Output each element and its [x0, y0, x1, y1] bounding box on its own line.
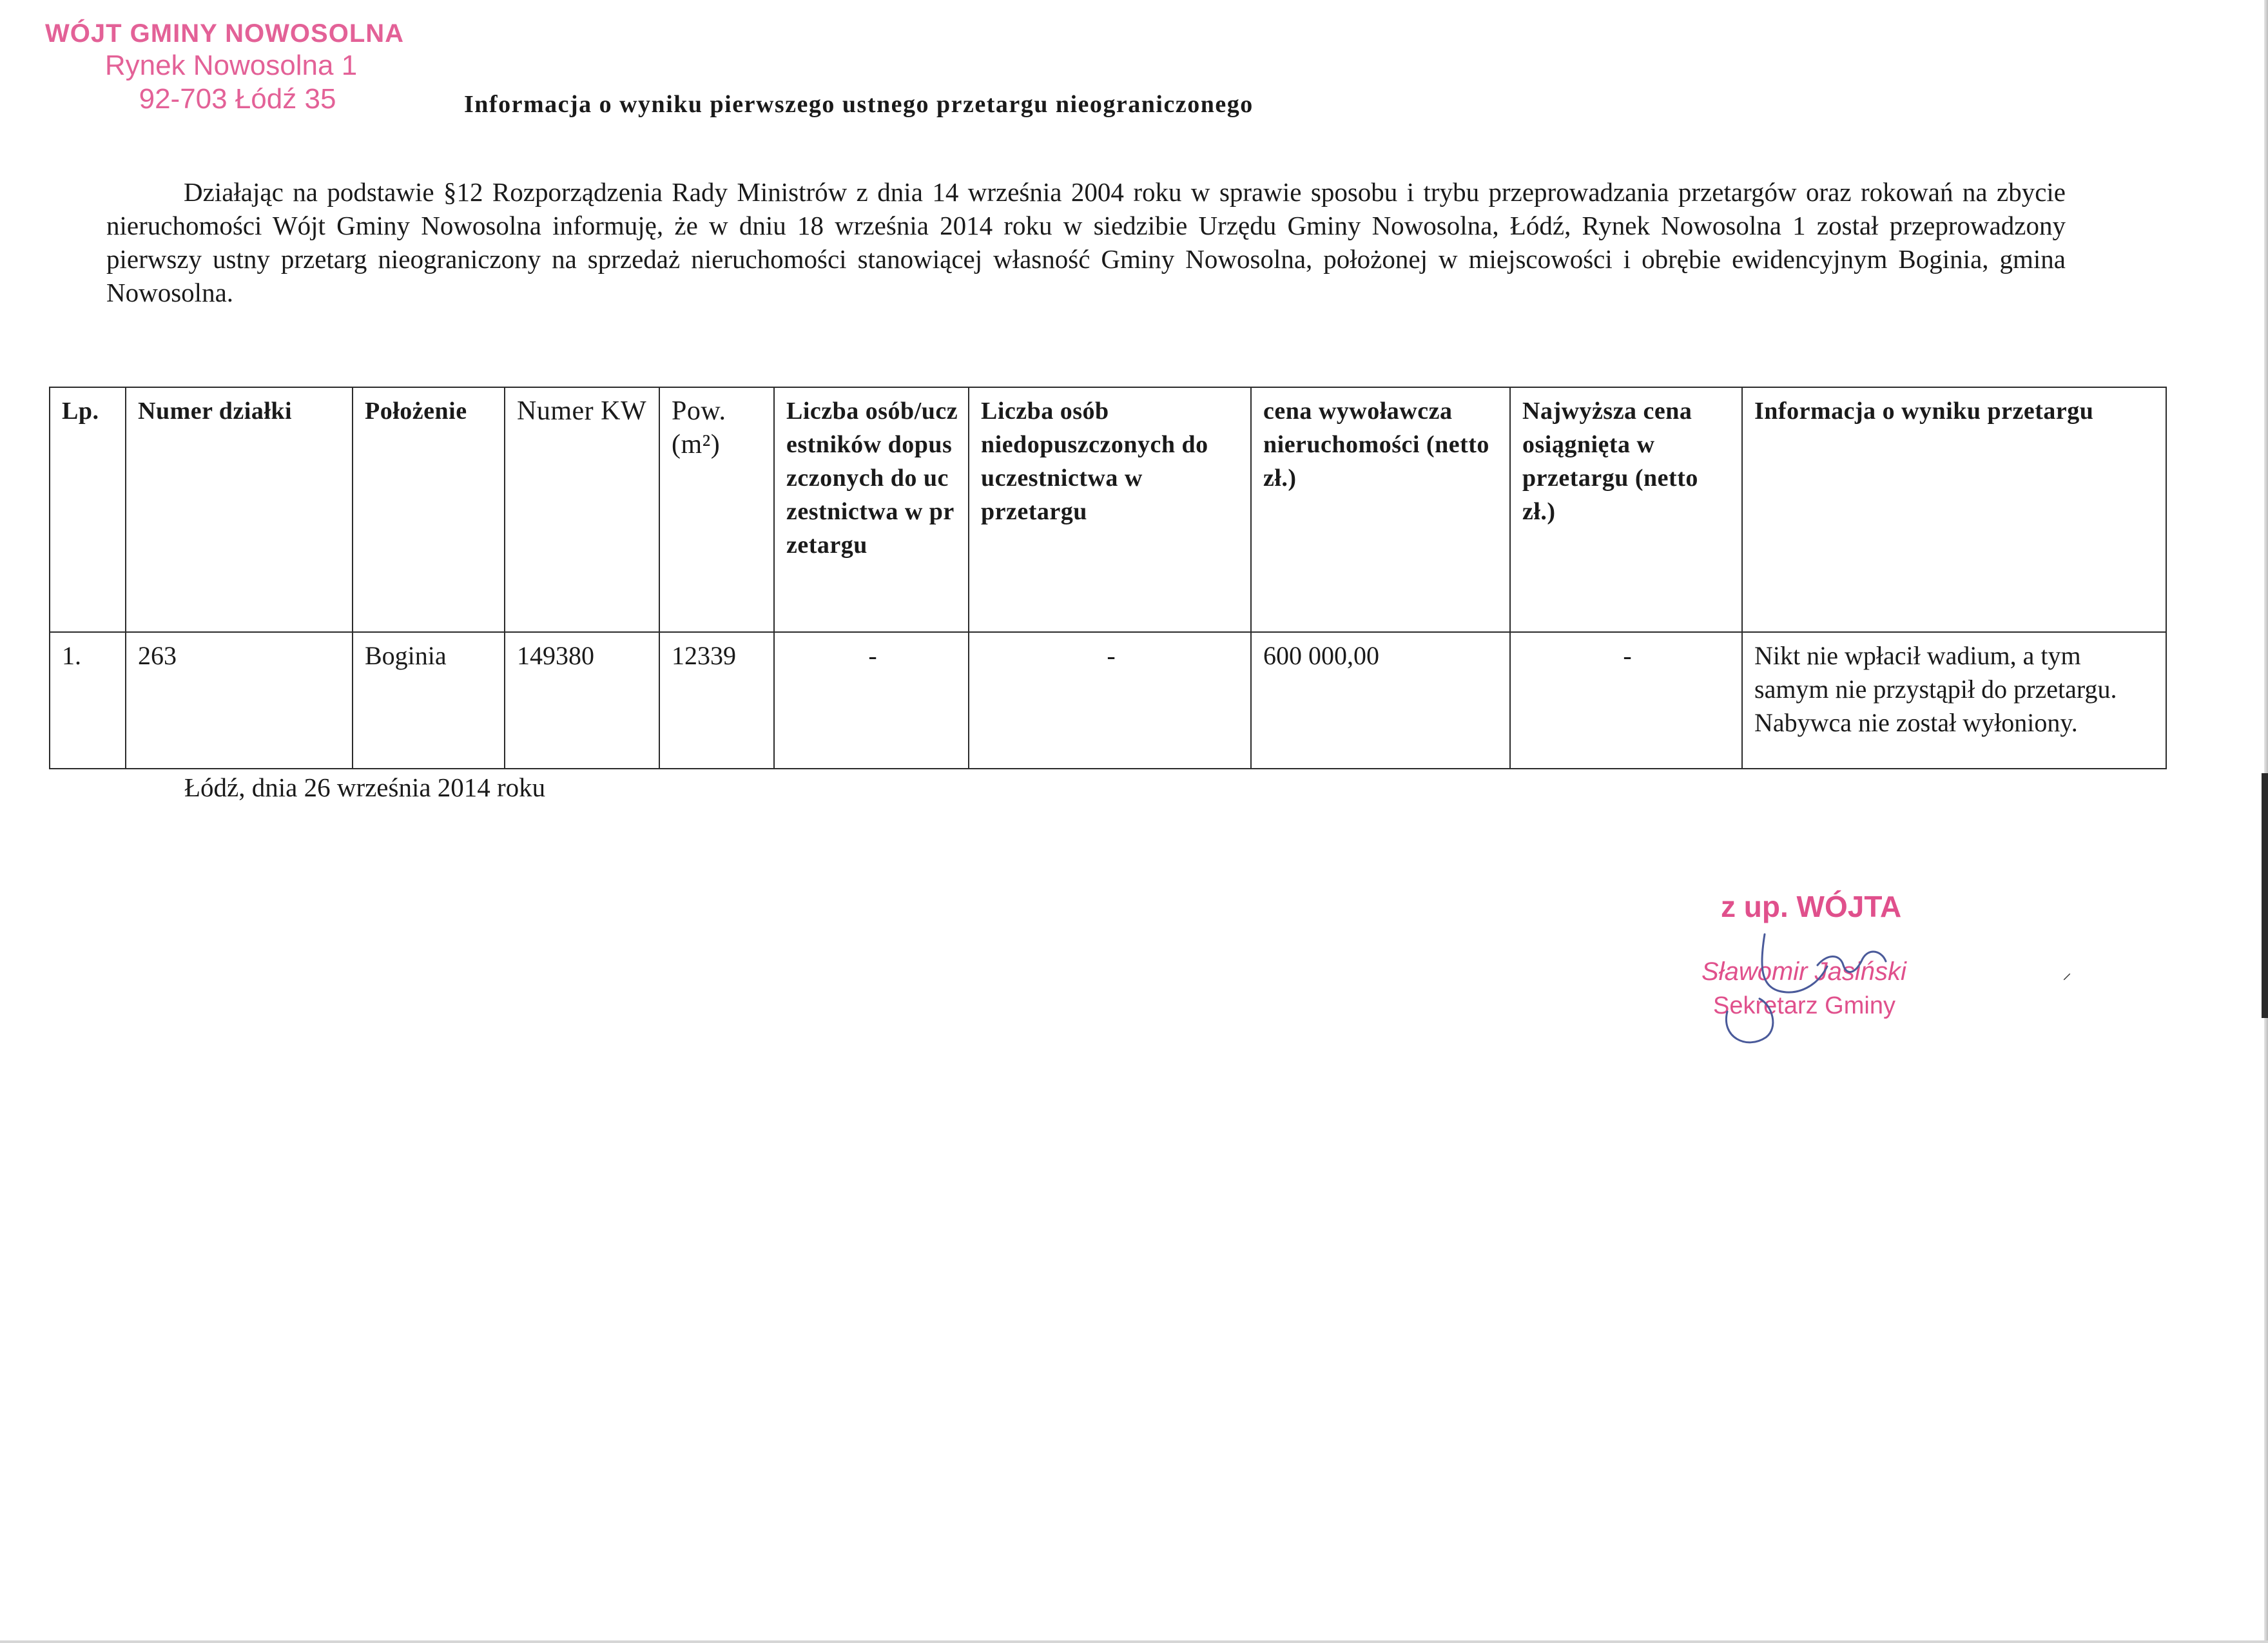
cell-informacja-line2: Nabywca nie został wyłoniony.: [1754, 708, 2078, 737]
header-pow: Pow. (m²): [659, 387, 774, 632]
cell-pow: 12339: [659, 632, 774, 769]
header-numer-dzialki: Numer działki: [126, 387, 353, 632]
signature-stamp-line1: z up. WÓJTA: [1721, 890, 1902, 923]
header-lp: Lp.: [50, 387, 126, 632]
place-and-date: Łódź, dnia 26 września 2014 roku: [184, 773, 546, 802]
cell-numer-dzialki: 263: [126, 632, 353, 769]
cell-polozenie: Boginia: [353, 632, 505, 769]
scan-bottom-edge: [0, 1640, 2268, 1643]
office-stamp-line1: WÓJT GMINY NOWOSOLNA: [45, 19, 405, 48]
cell-dopuszczeni: -: [774, 632, 969, 769]
header-najwyzsza-cena: Najwyższa cena osiągnięta w przetargu (netto zł.): [1510, 387, 1742, 632]
table-row: [50, 632, 2166, 769]
office-stamp-line2: Rynek Nowosolna 1: [104, 50, 358, 81]
office-stamp: [45, 18, 404, 116]
cell-numer-kw: 149380: [505, 632, 659, 769]
signature-stamp-line2: Sławomir Jasiński: [1701, 957, 1906, 986]
header-cena-wywolawcza: cena wywoławcza nieruchomości (netto zł.): [1251, 387, 1510, 632]
signature-stamp-line3: Sekretarz Gminy: [1713, 992, 1895, 1019]
scan-speck: ⸝: [2062, 962, 2072, 983]
header-dopuszczeni: Liczba osób/uczestników dopuszczonych do uczestnictwa w przetargu: [774, 387, 969, 632]
cell-niedopuszczeni: -: [969, 632, 1251, 769]
cell-informacja: [1742, 632, 2166, 769]
scan-edge-shadow: [2262, 773, 2268, 1018]
cell-lp: 1.: [50, 632, 126, 769]
cell-najwyzsza-cena: -: [1510, 632, 1742, 769]
signature-stamp: [1689, 889, 1959, 1057]
header-polozenie: Położenie: [353, 387, 505, 632]
cell-informacja-line1: Nikt nie wpłacił wadium, a tym samym nie przystąpił do przetargu.: [1754, 641, 2117, 704]
handwritten-signature-icon: [1689, 889, 1959, 1057]
header-informacja: Informacja o wyniku przetargu: [1742, 387, 2166, 632]
cell-cena-wywolawcza: 600 000,00: [1251, 632, 1510, 769]
header-numer-kw: Numer KW: [505, 387, 659, 632]
body-paragraph: Działając na podstawie §12 Rozporządzenia Rady Ministrów z dnia 14 września 2004 roku w sprawie sposobu i trybu przeprowadzania przetargów oraz rokowań na zbycie nieruchomości Wójt Gminy Nowosolna informuję, że w dniu 18 września 2014 roku w siedzibie Urzędu Gminy Nowosolna, Łódź, Rynek Nowosolna 1 został przeprowadzony pierwszy ustny przetarg nieograniczony na sprzedaż nieruchomości stanowiącej własność Gminy Nowosolna, położonej w miejscowości i obrębie ewidencyjnym Boginia, gmina Nowosolna.: [106, 177, 2066, 307]
document-title: Informacja o wyniku pierwszego ustnego przetargu nieograniczonego: [464, 91, 1254, 118]
header-niedopuszczeni: Liczba osób niedopuszczonych do uczestnictwa w przetargu: [969, 387, 1251, 632]
office-stamp-line3: 92-703 Łódź 35: [139, 83, 336, 115]
auction-results-table: [49, 387, 2166, 769]
table-header-row: [50, 387, 2166, 632]
